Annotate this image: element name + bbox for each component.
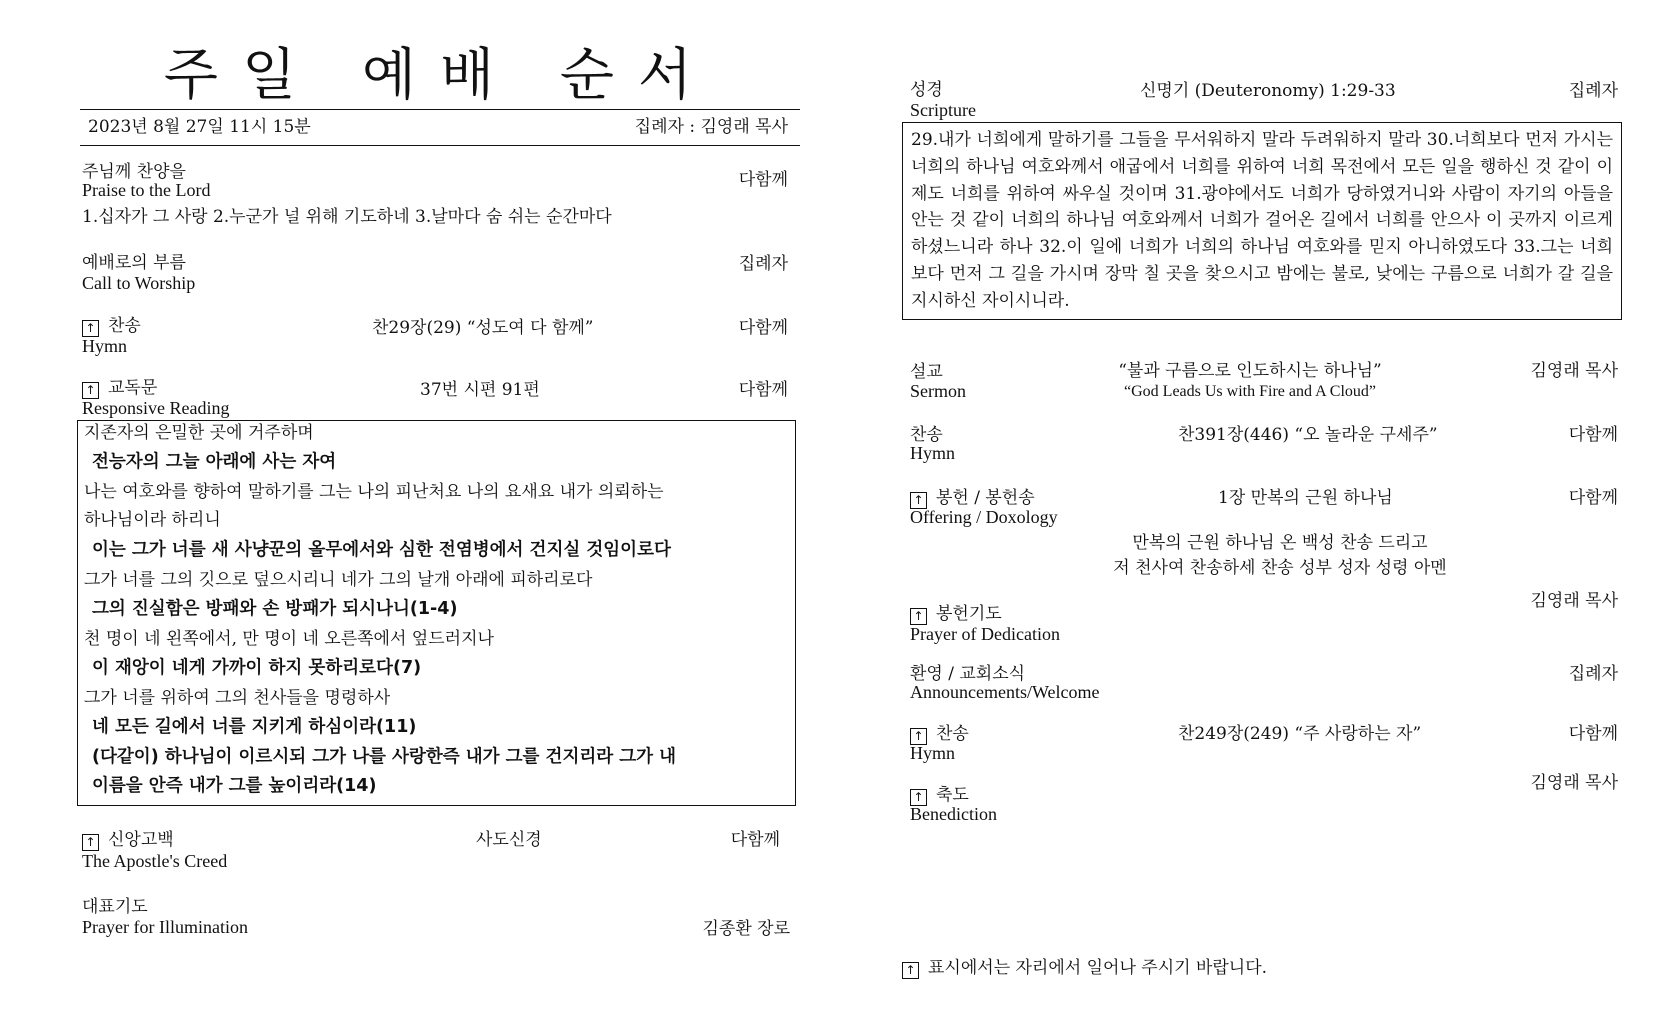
praise-label-ko: 주님께 찬양을 [82,162,186,182]
reading-line: 그가 너를 위하여 그의 천사들을 명령하사 [84,688,391,708]
reading-line: 하나님이라 하리니 [84,510,221,530]
offering-label-ko: 봉헌 / 봉헌송 [936,488,1035,508]
stand-up-icon: ↑ [82,382,99,399]
hymn-who: 다함께 [738,318,788,338]
reading-label-en: Responsive Reading [82,398,230,418]
page-title: 주일 예배 순서 [163,43,717,108]
sermon-title-en: “God Leads Us with Fire and A Cloud” [1124,383,1376,400]
announce-label-en: Announcements/Welcome [910,682,1100,702]
reading-line: (다같이) 하나님이 이르시되 그가 나를 사랑한즉 내가 그를 건지리라 그가 내 [92,747,677,767]
praise-who: 다함께 [738,170,788,190]
hymn-label-ko: 찬송 [108,316,141,336]
reading-line: 나는 여호와를 향하여 말하기를 그는 나의 피난처요 나의 요새요 내가 의뢰하는 [84,482,664,502]
sermon-label-ko: 설교 [910,362,943,382]
stand-footnote [902,958,1267,979]
doxology-lyric-1: 만복의 근원 하나님 온 백성 찬송 드리고 [1132,533,1428,553]
creed-label-en: The Apostle's Creed [82,851,228,871]
scripture-label-en: Scripture [910,100,976,120]
creed-who: 다함께 [730,830,780,850]
prayer-who: 김종환 장로 [702,919,790,939]
hymn3-who: 다함께 [1568,724,1618,744]
praise-label-en: Praise to the Lord [82,180,211,200]
dedication-label-ko: 봉헌기도 [936,604,1002,624]
creed-label-ko: 신앙고백 [108,830,174,850]
reading-line: 그가 너를 그의 깃으로 덮으시리니 네가 그의 날개 아래에 피하리로다 [84,570,593,590]
stand-up-icon: ↑ [910,608,927,625]
praise-songs: 1.십자가 그 사랑 2.누군가 널 위해 기도하네 3.날마다 숨 쉬는 순간마다 [82,207,612,227]
stand-up-icon: ↑ [82,834,99,851]
reading-line: 이름을 안즉 내가 그를 높이리라(14) [92,776,377,796]
call-who: 집례자 [738,254,788,274]
reading-label [82,378,157,399]
sermon-label-en: Sermon [910,381,966,401]
hymn2-label-ko: 찬송 [910,425,943,445]
stand-up-icon: ↑ [910,492,927,509]
hymn-label [82,316,141,337]
creed-detail: 사도신경 [476,830,542,850]
doxology-lyric-2: 저 천사여 찬송하세 찬송 성부 성자 성령 아멘 [1113,558,1447,578]
service-leader: 집례자 : 김영래 목사 [634,117,788,137]
hymn3-detail: 찬249장(249) “주 사랑하는 자” [1178,724,1422,744]
hymn2-detail: 찬391장(446) “오 놀라운 구세주” [1178,425,1438,445]
stand-footnote-text: 표시에서는 자리에서 일어나 주시기 바랍니다. [928,958,1268,978]
reading-who: 다함께 [738,380,788,400]
prayer-label-ko: 대표기도 [82,897,148,917]
reading-line: 그의 진실함은 방패와 손 방패가 되시나니(1-4) [92,599,458,619]
scripture-label-ko: 성경 [910,80,943,100]
benediction-who: 김영래 목사 [1530,773,1618,793]
dedication-label [910,604,1002,625]
hymn3-label-ko: 찬송 [936,724,969,744]
scripture-who: 집례자 [1568,81,1618,101]
benediction-label-ko: 축도 [936,785,969,805]
hymn2-who: 다함께 [1568,425,1618,445]
reading-line: 천 명이 네 왼쪽에서, 만 명이 네 오른쪽에서 엎드러지나 [84,629,494,649]
offering-label [910,488,1035,509]
benediction-label [910,785,969,806]
dedication-who: 김영래 목사 [1530,591,1618,611]
reading-line: 이는 그가 너를 새 사냥꾼의 올무에서와 심한 전염병에서 건지실 것임이로다 [92,540,671,560]
benediction-label-en: Benediction [910,804,997,824]
announce-who: 집례자 [1568,664,1618,684]
reading-line: 전능자의 그늘 아래에 사는 자여 [92,452,337,472]
reading-line: 이 재앙이 네게 가까이 하지 못하리로다(7) [92,658,422,678]
sermon-title-ko: “불과 구름으로 인도하시는 하나님” [1118,361,1382,381]
reading-line: 네 모든 길에서 너를 지키게 하심이라(11) [92,717,417,737]
header-top-rule [80,109,800,110]
creed-label [82,830,174,851]
reading-line: 지존자의 은밀한 곳에 거주하며 [84,423,314,443]
prayer-label-en: Prayer for Illumination [82,917,248,937]
responsive-reading-box [77,420,796,806]
stand-up-icon: ↑ [82,320,99,337]
offering-detail: 1장 만복의 근원 하나님 [1218,488,1393,508]
stand-up-icon: ↑ [902,962,919,979]
hymn-detail: 찬29장(29) “성도여 다 함께” [372,318,594,338]
offering-who: 다함께 [1568,488,1618,508]
hymn3-label-en: Hymn [910,743,955,763]
hymn-label-en: Hymn [82,336,127,356]
call-label-en: Call to Worship [82,273,196,293]
dedication-label-en: Prayer of Dedication [910,624,1060,644]
call-label-ko: 예배로의 부름 [82,253,186,273]
reading-detail: 37번 시편 91편 [420,380,540,400]
stand-up-icon: ↑ [910,789,927,806]
hymn2-label-en: Hymn [910,443,955,463]
scripture-text-box: 29.내가 너희에게 말하기를 그들을 무서워하지 말라 두려워하지 말라 30.너희보다 먼저 가시는 너희의 하나님 여호와께서 애굽에서 너희를 위하여 너희 목전에서 모든 일을 행하신 것 같이 이제도 너희를 위하여 싸우실 것이며 31.광야에서도 너희가 당하였거니와 사람이 자기의 아들을 안는 것 같이 너희의 하나님 여호와께서 너희가 걸어온 길에서 너희를 안으사 이 곳까지 이르게 하셨느니라 하나 32.이 일에 너희가 너희의 하나님 여호와를 믿지 아니하였도다 33.그는 너희보다 먼저 그 길을 가시며 장막 칠 곳을 찾으시고 밤에는 불로, 낮에는 구름으로 너희가 갈 길을 지시하신 자이시니라. [902,122,1622,320]
offering-label-en: Offering / Doxology [910,507,1058,527]
hymn3-label [910,724,969,745]
header-bottom-rule [80,145,800,146]
announce-label-ko: 환영 / 교회소식 [910,664,1026,684]
stand-up-icon: ↑ [910,728,927,745]
sermon-who: 김영래 목사 [1530,361,1618,381]
service-date: 2023년 8월 27일 11시 15분 [88,117,311,137]
reading-label-ko: 교독문 [108,378,158,398]
scripture-detail: 신명기 (Deuteronomy) 1:29-33 [1140,81,1396,101]
